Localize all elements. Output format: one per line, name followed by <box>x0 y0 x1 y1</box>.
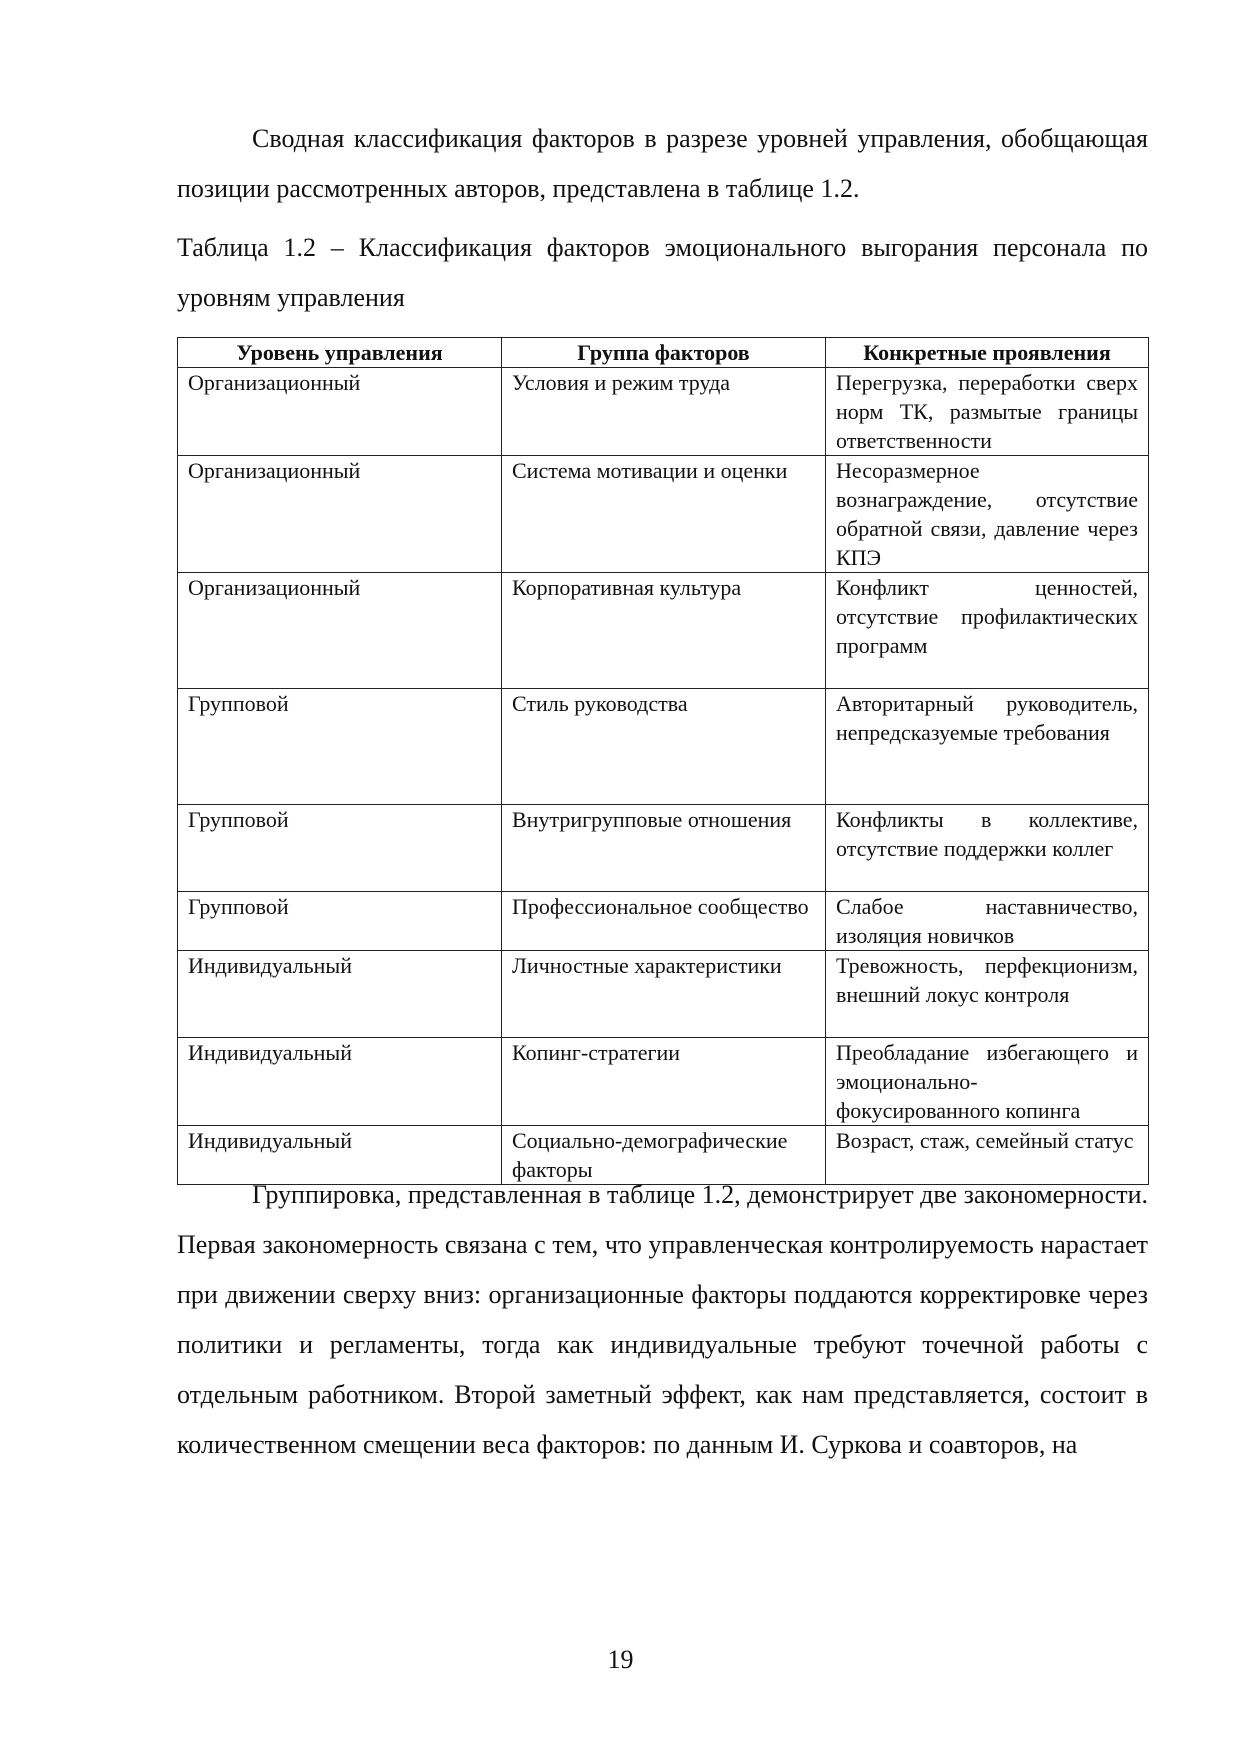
cell-manifestations: Слабое наставничество, изоляция новичков <box>826 892 1149 951</box>
cell-group: Система мотивации и оценки <box>502 456 826 573</box>
cell-manifestations: Тревожность, перфекционизм, внешний локус контроля <box>826 951 1149 1038</box>
cell-manifestations: Преобладание избегающего и эмоционально-фокусированного копинга <box>826 1038 1149 1126</box>
cell-group: Профессиональное сообщество <box>502 892 826 951</box>
table-caption: Таблица 1.2 – Классификация факторов эмоционального выгорания персонала по уровням управления <box>177 233 1148 312</box>
intro-paragraph: Сводная классификация факторов в разрезе уровней управления, обобщающая позиции рассмотренных авторов, представлена в таблице 1.2. <box>177 124 1148 203</box>
cell-level: Групповой <box>178 805 502 892</box>
table-row <box>178 805 1149 892</box>
table-row <box>178 456 1149 573</box>
table-row <box>178 1038 1149 1126</box>
caption-block <box>177 223 1148 323</box>
table-row <box>178 573 1149 689</box>
factors-table <box>177 337 1149 1185</box>
cell-group: Копинг-стратегии <box>502 1038 826 1126</box>
header-manifestations: Конкретные проявления <box>826 338 1149 368</box>
cell-level: Групповой <box>178 689 502 805</box>
cell-level: Индивидуальный <box>178 1126 502 1185</box>
cell-level: Организационный <box>178 456 502 573</box>
table-row <box>178 951 1149 1038</box>
cell-group: Личностные характеристики <box>502 951 826 1038</box>
cell-level: Организационный <box>178 368 502 456</box>
cell-group: Условия и режим труда <box>502 368 826 456</box>
page-number: 19 <box>607 1645 634 1674</box>
table-row <box>178 368 1149 456</box>
cell-manifestations: Несоразмерное вознаграждение, отсутствие обратной связи, давление через КПЭ <box>826 456 1149 573</box>
cell-level: Организационный <box>178 573 502 689</box>
cell-manifestations: Конфликт ценностей, отсутствие профилактических программ <box>826 573 1149 689</box>
cell-level: Индивидуальный <box>178 1038 502 1126</box>
cell-level: Индивидуальный <box>178 951 502 1038</box>
cell-manifestations: Перегрузка, переработки сверх норм ТК, размытые границы ответственности <box>826 368 1149 456</box>
cell-group: Внутригрупповые отношения <box>502 805 826 892</box>
cell-manifestations: Авторитарный руководитель, непредсказуемые требования <box>826 689 1149 805</box>
cell-group: Социально-демографические факторы <box>502 1126 826 1185</box>
body-paragraph: Группировка, представленная в таблице 1.2, демонстрирует две закономерности. Первая закономерность связана с тем, что управленческая контролируемость нарастает при движении сверху вниз: организационные факторы поддаются корректировке через политики и регламенты, тогда как индивидуальные требуют точечной работы с отдельным работником. Второй заметный эффект, как нам представляется, состоит в количественном смещении веса факторов: по данным И. Суркова и соавторов, на <box>177 1180 1148 1459</box>
cell-group: Стиль руководства <box>502 689 826 805</box>
cell-manifestations: Возраст, стаж, семейный статус <box>826 1126 1149 1185</box>
cell-manifestations: Конфликты в коллективе, отсутствие поддержки коллег <box>826 805 1149 892</box>
cell-group: Корпоративная культура <box>502 573 826 689</box>
header-level: Уровень управления <box>178 338 502 368</box>
table-row <box>178 892 1149 951</box>
table-row <box>178 689 1149 805</box>
body-block <box>177 1170 1148 1470</box>
cell-level: Групповой <box>178 892 502 951</box>
intro-block <box>177 114 1148 214</box>
header-group: Группа факторов <box>502 338 826 368</box>
table-header-row <box>178 338 1149 368</box>
